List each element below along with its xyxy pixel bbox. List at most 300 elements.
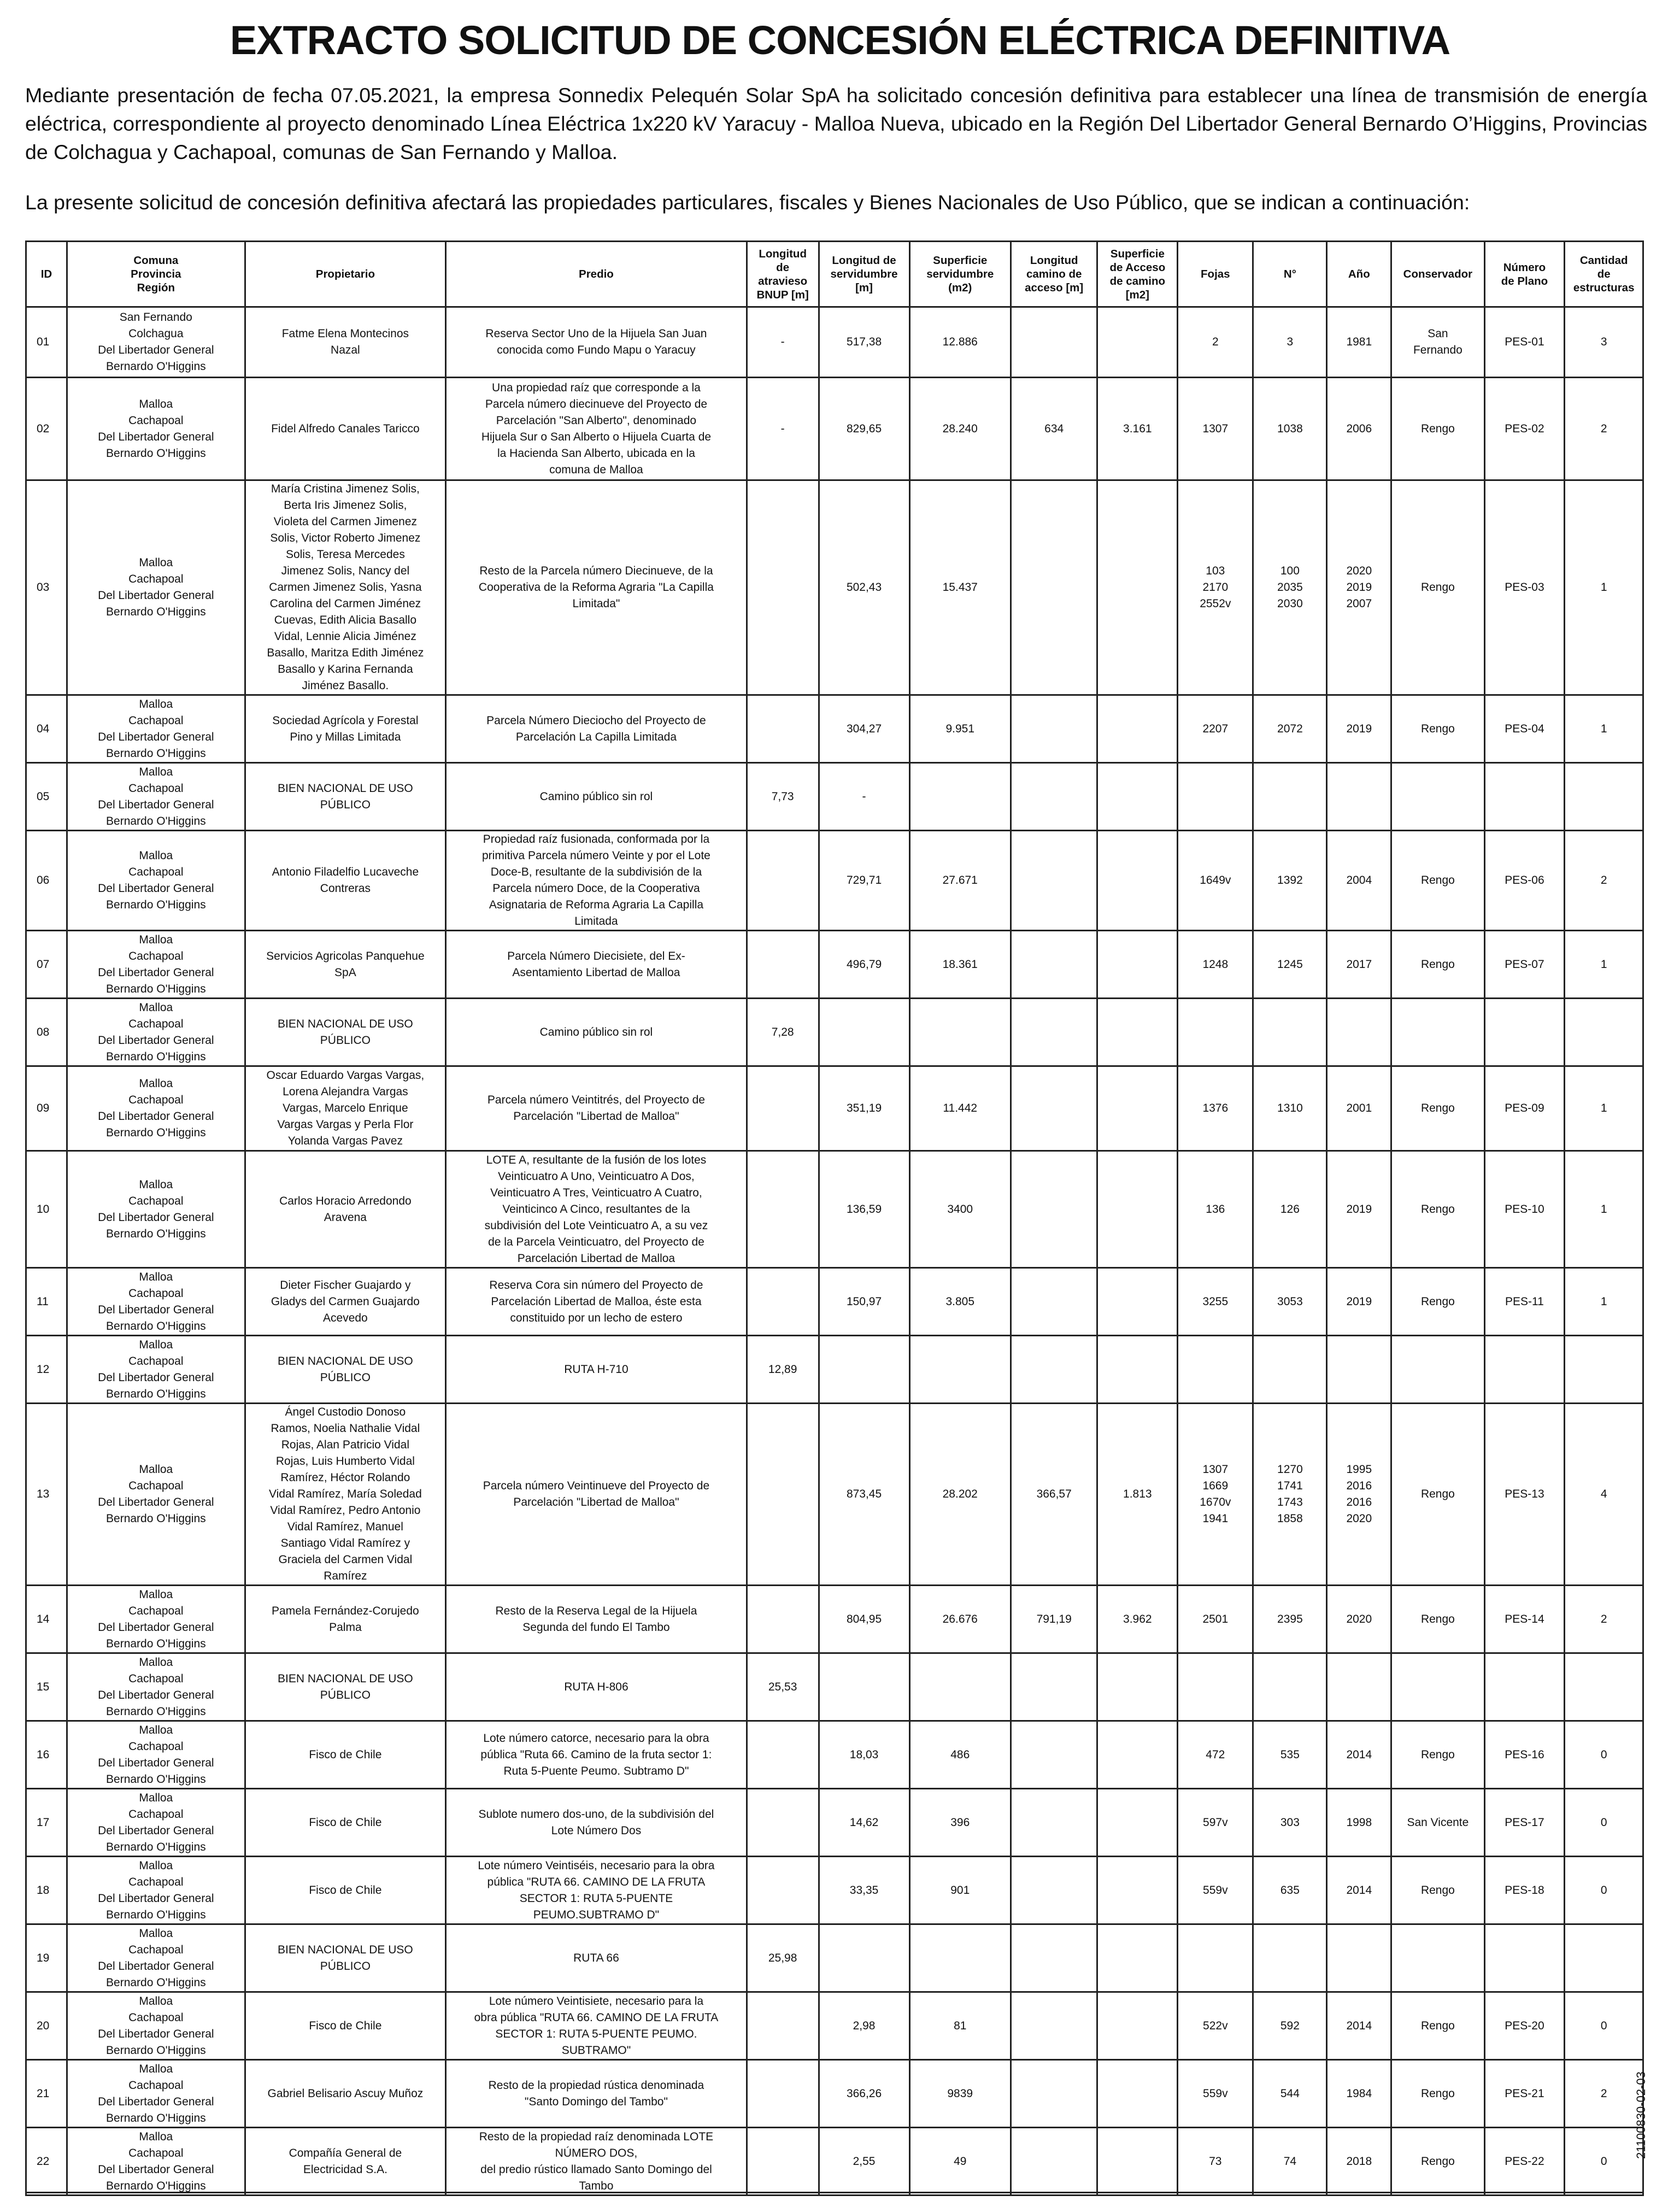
cell-superficie-servidumbre [909,1924,1011,1992]
cell-comuna: Malloa Cachapoal Del Libertador General Bernardo O'Higgins [67,1066,245,1151]
cell-id: 15 [26,1653,67,1721]
cell-propietario: BIEN NACIONAL DE USO PÚBLICO [245,1336,445,1404]
table-row [26,480,1643,695]
table-row [26,2128,1643,2196]
table-row [26,695,1643,763]
table-row [26,1404,1643,1586]
cell-longitud-camino [1011,1653,1097,1721]
cell-anio: 1998 [1327,1789,1391,1857]
header-numero: N° [1253,242,1327,307]
cell-conservador: Rengo [1391,931,1484,999]
cell-numero-plano: PES-17 [1484,1789,1565,1857]
page-title: EXTRACTO SOLICITUD DE CONCESIÓN ELÉCTRICA DEFINITIVA [230,17,1450,63]
cell-propietario: Fisco de Chile [245,1721,445,1789]
cell-anio: 1995 2016 2016 2020 [1327,1404,1391,1586]
header-predio: Predio [446,242,747,307]
cell-predio: Sublote numero dos-uno, de la subdivisión del Lote Número Dos [446,1789,747,1857]
cell-predio: RUTA 66 [446,1924,747,1992]
cell-longitud-bnup [747,2128,819,2196]
cell-superficie-camino [1097,2060,1178,2128]
cell-longitud-bnup: - [747,307,819,378]
cell-conservador [1391,1924,1484,1992]
header-propietario: Propietario [245,242,445,307]
cell-superficie-servidumbre: 26.676 [909,1586,1011,1653]
cell-fojas: 1248 [1178,931,1253,999]
cell-longitud-servidumbre: 804,95 [819,1586,909,1653]
header-numero-plano: Número de Plano [1484,242,1565,307]
cell-superficie-servidumbre: 486 [909,1721,1011,1789]
cell-comuna: Malloa Cachapoal Del Libertador General Bernardo O'Higgins [67,480,245,695]
cell-id: 16 [26,1721,67,1789]
cell-longitud-camino [1011,999,1097,1066]
cell-id: 14 [26,1586,67,1653]
cell-longitud-servidumbre: 33,35 [819,1857,909,1924]
cell-comuna: Malloa Cachapoal Del Libertador General Bernardo O'Higgins [67,1992,245,2060]
cell-predio: Reserva Cora sin número del Proyecto de Parcelación Libertad de Malloa, éste esta constituido por un lecho de estero [446,1268,747,1336]
table-row [26,378,1643,480]
cell-superficie-servidumbre: 27.671 [909,831,1011,931]
cell-conservador: Rengo [1391,1066,1484,1151]
cell-anio: 2014 [1327,1992,1391,2060]
cell-numero-plano: PES-14 [1484,1586,1565,1653]
cell-comuna: Malloa Cachapoal Del Libertador General Bernardo O'Higgins [67,2128,245,2196]
cell-numero: 126 [1253,1151,1327,1268]
cell-anio [1327,1653,1391,1721]
cell-superficie-servidumbre [909,763,1011,831]
table-row [26,1789,1643,1857]
cell-fojas: 73 [1178,2128,1253,2196]
cell-longitud-camino [1011,763,1097,831]
cell-numero-plano: PES-03 [1484,480,1565,695]
cell-superficie-servidumbre [909,1336,1011,1404]
affected-properties-paragraph: La presente solicitud de concesión definitiva afectará las propiedades particulares, fiscales y Bienes Nacionales de Uso Público, que se indican a continuación: [25,191,1470,214]
cell-longitud-camino: 634 [1011,378,1097,480]
cell-cantidad-estructuras: 1 [1565,1268,1643,1336]
cell-conservador: San Vicente [1391,1789,1484,1857]
cell-longitud-servidumbre: 517,38 [819,307,909,378]
cell-numero: 74 [1253,2128,1327,2196]
cell-predio: RUTA H-710 [446,1336,747,1404]
cell-longitud-bnup [747,1066,819,1151]
cell-numero: 2395 [1253,1586,1327,1653]
cell-anio: 1981 [1327,307,1391,378]
cell-comuna: Malloa Cachapoal Del Libertador General Bernardo O'Higgins [67,1404,245,1586]
cell-fojas [1178,1336,1253,1404]
cell-conservador [1391,763,1484,831]
cell-longitud-bnup: - [747,378,819,480]
cell-numero: 1270 1741 1743 1858 [1253,1404,1327,1586]
cell-superficie-servidumbre: 28.202 [909,1404,1011,1586]
cell-longitud-camino [1011,480,1097,695]
header-longitud-servidumbre: Longitud de servidumbre [m] [819,242,909,307]
cell-conservador: Rengo [1391,695,1484,763]
cell-fojas [1178,763,1253,831]
cell-anio [1327,999,1391,1066]
cell-numero [1253,1336,1327,1404]
cell-propietario: Fidel Alfredo Canales Taricco [245,378,445,480]
cell-longitud-camino [1011,307,1097,378]
cell-anio: 1984 [1327,2060,1391,2128]
cell-cantidad-estructuras: 0 [1565,1721,1643,1789]
cell-numero: 1245 [1253,931,1327,999]
cell-id: 01 [26,307,67,378]
cell-numero: 3 [1253,307,1327,378]
cell-conservador: Rengo [1391,1404,1484,1586]
cell-comuna: Malloa Cachapoal Del Libertador General Bernardo O'Higgins [67,378,245,480]
cell-conservador: Rengo [1391,378,1484,480]
table-row [26,831,1643,931]
cell-anio: 2020 [1327,1586,1391,1653]
cell-predio: Parcela Número Dieciocho del Proyecto de Parcelación La Capilla Limitada [446,695,747,763]
cell-superficie-camino [1097,931,1178,999]
cell-longitud-servidumbre: 873,45 [819,1404,909,1586]
cell-propietario: Antonio Filadelfio Lucaveche Contreras [245,831,445,931]
cell-cantidad-estructuras: 0 [1565,1789,1643,1857]
cell-cantidad-estructuras: 0 [1565,1857,1643,1924]
cell-longitud-servidumbre [819,999,909,1066]
cell-numero: 303 [1253,1789,1327,1857]
cell-fojas: 2 [1178,307,1253,378]
publication-reference: 21100830-02-03 [1634,2071,1648,2159]
cell-id: 08 [26,999,67,1066]
cell-conservador [1391,1336,1484,1404]
table-row [26,1857,1643,1924]
cell-cantidad-estructuras [1565,763,1643,831]
header-superficie-camino: Superficie de Acceso de camino [m2] [1097,242,1178,307]
cell-superficie-servidumbre: 9.951 [909,695,1011,763]
cell-comuna: Malloa Cachapoal Del Libertador General Bernardo O'Higgins [67,931,245,999]
cell-longitud-camino [1011,1924,1097,1992]
cell-numero-plano: PES-11 [1484,1268,1565,1336]
cell-numero-plano [1484,999,1565,1066]
header-fojas: Fojas [1178,242,1253,307]
cell-fojas: 559v [1178,2060,1253,2128]
cell-conservador: Rengo [1391,2128,1484,2196]
cell-longitud-servidumbre [819,1653,909,1721]
cell-superficie-servidumbre: 15.437 [909,480,1011,695]
cell-propietario: Fisco de Chile [245,1789,445,1857]
cell-comuna: Malloa Cachapoal Del Libertador General Bernardo O'Higgins [67,999,245,1066]
cell-numero: 1038 [1253,378,1327,480]
cell-numero-plano: PES-04 [1484,695,1565,763]
cell-predio: Resto de la propiedad rústica denominada "Santo Domingo del Tambo" [446,2060,747,2128]
cell-propietario: BIEN NACIONAL DE USO PÚBLICO [245,763,445,831]
cell-longitud-bnup [747,1992,819,2060]
cell-longitud-bnup: 25,53 [747,1653,819,1721]
cell-numero-plano: PES-20 [1484,1992,1565,2060]
cell-propietario: Oscar Eduardo Vargas Vargas, Lorena Alejandra Vargas Vargas, Marcelo Enrique Vargas Vargas y Perla Flor Yolanda Vargas Pavez [245,1066,445,1151]
cell-fojas: 1307 1669 1670v 1941 [1178,1404,1253,1586]
cell-anio: 2019 [1327,695,1391,763]
cell-superficie-camino [1097,1992,1178,2060]
cell-propietario: BIEN NACIONAL DE USO PÚBLICO [245,999,445,1066]
cell-longitud-servidumbre: 366,26 [819,2060,909,2128]
table-row [26,1336,1643,1404]
cell-numero-plano [1484,1653,1565,1721]
cell-superficie-camino [1097,1066,1178,1151]
cell-id: 18 [26,1857,67,1924]
cell-numero [1253,1924,1327,1992]
cell-longitud-bnup: 7,28 [747,999,819,1066]
cell-longitud-camino [1011,1336,1097,1404]
table-row [26,1151,1643,1268]
cell-propietario: Pamela Fernández-Corujedo Palma [245,1586,445,1653]
cell-longitud-camino [1011,931,1097,999]
cell-superficie-camino: 1.813 [1097,1404,1178,1586]
cell-numero: 1310 [1253,1066,1327,1151]
cell-numero: 592 [1253,1992,1327,2060]
cell-superficie-camino [1097,1789,1178,1857]
cell-comuna: Malloa Cachapoal Del Libertador General Bernardo O'Higgins [67,1653,245,1721]
cell-longitud-camino [1011,2128,1097,2196]
cell-longitud-servidumbre: 14,62 [819,1789,909,1857]
cell-comuna: Malloa Cachapoal Del Libertador General Bernardo O'Higgins [67,695,245,763]
cell-id: 11 [26,1268,67,1336]
cell-superficie-camino [1097,1857,1178,1924]
cell-predio: Parcela Número Diecisiete, del Ex- Asentamiento Libertad de Malloa [446,931,747,999]
cell-longitud-servidumbre: 351,19 [819,1066,909,1151]
cell-predio: Resto de la propiedad raíz denominada LOTE NÚMERO DOS, del predio rústico llamado Santo Domingo del Tambo [446,2128,747,2196]
cell-longitud-camino [1011,1066,1097,1151]
cell-anio: 2014 [1327,1857,1391,1924]
cell-comuna: Malloa Cachapoal Del Libertador General Bernardo O'Higgins [67,1789,245,1857]
cell-propietario: BIEN NACIONAL DE USO PÚBLICO [245,1653,445,1721]
cell-longitud-servidumbre: 150,97 [819,1268,909,1336]
cell-longitud-servidumbre: 829,65 [819,378,909,480]
cell-superficie-servidumbre: 28.240 [909,378,1011,480]
cell-longitud-servidumbre: 502,43 [819,480,909,695]
cell-propietario: Gabriel Belisario Ascuy Muñoz [245,2060,445,2128]
table-row [26,1992,1643,2060]
cell-anio: 2001 [1327,1066,1391,1151]
cell-comuna: Malloa Cachapoal Del Libertador General Bernardo O'Higgins [67,1586,245,1653]
cell-fojas [1178,999,1253,1066]
cell-numero-plano [1484,1336,1565,1404]
cell-superficie-camino [1097,1653,1178,1721]
cell-longitud-servidumbre: - [819,763,909,831]
cell-conservador: Rengo [1391,2060,1484,2128]
cell-fojas: 2207 [1178,695,1253,763]
cell-conservador: Rengo [1391,1721,1484,1789]
cell-predio: Camino público sin rol [446,999,747,1066]
cell-anio: 2017 [1327,931,1391,999]
cell-numero: 2072 [1253,695,1327,763]
cell-longitud-camino [1011,1151,1097,1268]
cell-conservador: Rengo [1391,1857,1484,1924]
properties-table [25,240,1644,2196]
cell-cantidad-estructuras: 1 [1565,480,1643,695]
cell-id: 20 [26,1992,67,2060]
cell-id: 12 [26,1336,67,1404]
cell-cantidad-estructuras [1565,1336,1643,1404]
cell-longitud-bnup [747,931,819,999]
cell-superficie-servidumbre [909,999,1011,1066]
header-longitud-bnup: Longitud de atravieso BNUP [m] [747,242,819,307]
bottom-rule [25,2192,1644,2193]
cell-id: 05 [26,763,67,831]
cell-longitud-bnup [747,1789,819,1857]
cell-id: 17 [26,1789,67,1857]
table-row [26,1721,1643,1789]
cell-longitud-camino [1011,1992,1097,2060]
cell-longitud-camino [1011,1789,1097,1857]
cell-propietario: Compañía General de Electricidad S.A. [245,2128,445,2196]
cell-superficie-servidumbre: 3.805 [909,1268,1011,1336]
cell-cantidad-estructuras: 2 [1565,378,1643,480]
cell-numero: 3053 [1253,1268,1327,1336]
cell-numero-plano [1484,763,1565,831]
cell-conservador: Rengo [1391,1151,1484,1268]
table-row [26,763,1643,831]
cell-fojas [1178,1924,1253,1992]
cell-longitud-servidumbre: 2,98 [819,1992,909,2060]
cell-superficie-servidumbre: 396 [909,1789,1011,1857]
cell-conservador [1391,999,1484,1066]
cell-numero-plano: PES-13 [1484,1404,1565,1586]
header-conservador: Conservador [1391,242,1484,307]
cell-cantidad-estructuras: 2 [1565,831,1643,931]
cell-conservador [1391,1653,1484,1721]
cell-predio: Lote número Veintiséis, necesario para la obra pública "RUTA 66. CAMINO DE LA FRUTA SECTOR 1: RUTA 5-PUENTE PEUMO.SUBTRAMO D" [446,1857,747,1924]
cell-longitud-bnup [747,1586,819,1653]
cell-numero [1253,1653,1327,1721]
cell-predio: Parcela número Veintinueve del Proyecto de Parcelación "Libertad de Malloa" [446,1404,747,1586]
cell-cantidad-estructuras: 1 [1565,695,1643,763]
cell-numero: 100 2035 2030 [1253,480,1327,695]
cell-longitud-bnup [747,1857,819,1924]
cell-longitud-camino: 791,19 [1011,1586,1097,1653]
cell-anio: 2004 [1327,831,1391,931]
cell-longitud-camino [1011,1721,1097,1789]
cell-superficie-camino [1097,695,1178,763]
table-row [26,999,1643,1066]
cell-propietario: Servicios Agricolas Panquehue SpA [245,931,445,999]
cell-id: 13 [26,1404,67,1586]
cell-longitud-bnup: 12,89 [747,1336,819,1404]
cell-conservador: Rengo [1391,1992,1484,2060]
cell-anio: 2019 [1327,1268,1391,1336]
cell-propietario: María Cristina Jimenez Solis, Berta Iris Jimenez Solis, Violeta del Carmen Jimenez Solis, Victor Roberto Jimenez Solis, Teresa Mercedes Jimenez Solis, Nancy del Carmen Jimenez Solis, Yasna Carolina del Carmen Jiménez Cuevas, Edith Alicia Basallo Vidal, Lennie Alicia Jiménez Basallo, Maritza Edith Jiménez Basallo y Karina Fernanda Jiménez Basallo. [245,480,445,695]
cell-id: 22 [26,2128,67,2196]
cell-comuna: Malloa Cachapoal Del Libertador General Bernardo O'Higgins [67,1268,245,1336]
cell-propietario: Dieter Fischer Guajardo y Gladys del Carmen Guajardo Acevedo [245,1268,445,1336]
cell-superficie-camino [1097,831,1178,931]
cell-id: 21 [26,2060,67,2128]
cell-superficie-servidumbre: 49 [909,2128,1011,2196]
cell-anio: 2019 [1327,1151,1391,1268]
cell-cantidad-estructuras: 0 [1565,1992,1643,2060]
cell-predio: Una propiedad raíz que corresponde a la Parcela número diecinueve del Proyecto de Parcelación "San Alberto", denominado Hijuela Sur o San Alberto o Hijuela Cuarta de la Hacienda San Alberto, ubicada en la comuna de Malloa [446,378,747,480]
cell-longitud-bnup: 25,98 [747,1924,819,1992]
cell-superficie-servidumbre: 81 [909,1992,1011,2060]
cell-predio: Camino público sin rol [446,763,747,831]
cell-fojas: 103 2170 2552v [1178,480,1253,695]
cell-numero-plano: PES-22 [1484,2128,1565,2196]
cell-fojas: 1649v [1178,831,1253,931]
cell-comuna: Malloa Cachapoal Del Libertador General Bernardo O'Higgins [67,2060,245,2128]
cell-cantidad-estructuras [1565,999,1643,1066]
table-header-row [26,242,1643,307]
cell-longitud-bnup [747,2060,819,2128]
cell-predio: Propiedad raíz fusionada, conformada por la primitiva Parcela número Veinte y por el Lote Doce-B, resultante de la subdivisión de la Parcela número Doce, de la Cooperativa Asignataria de Reforma Agraria La Capilla Limitada [446,831,747,931]
cell-superficie-camino [1097,763,1178,831]
cell-cantidad-estructuras: 2 [1565,2060,1643,2128]
cell-longitud-servidumbre: 496,79 [819,931,909,999]
cell-numero-plano: PES-18 [1484,1857,1565,1924]
cell-superficie-camino [1097,480,1178,695]
cell-superficie-servidumbre: 9839 [909,2060,1011,2128]
cell-superficie-camino [1097,1336,1178,1404]
cell-cantidad-estructuras [1565,1924,1643,1992]
cell-comuna: Malloa Cachapoal Del Libertador General Bernardo O'Higgins [67,1336,245,1404]
cell-id: 02 [26,378,67,480]
cell-superficie-camino [1097,999,1178,1066]
cell-id: 07 [26,931,67,999]
cell-fojas: 3255 [1178,1268,1253,1336]
cell-longitud-servidumbre: 136,59 [819,1151,909,1268]
cell-fojas: 559v [1178,1857,1253,1924]
cell-longitud-bnup [747,695,819,763]
cell-predio: Lote número catorce, necesario para la obra pública "Ruta 66. Camino de la fruta sector 1: Ruta 5-Puente Peumo. Subtramo D" [446,1721,747,1789]
table-row [26,2060,1643,2128]
cell-superficie-camino [1097,307,1178,378]
header-anio: Año [1327,242,1391,307]
cell-numero-plano: PES-01 [1484,307,1565,378]
header-cantidad-estructuras: Cantidad de estructuras [1565,242,1643,307]
cell-numero-plano [1484,1924,1565,1992]
cell-anio [1327,1336,1391,1404]
cell-id: 19 [26,1924,67,1992]
cell-anio: 2020 2019 2007 [1327,480,1391,695]
cell-longitud-bnup: 7,73 [747,763,819,831]
cell-cantidad-estructuras: 4 [1565,1404,1643,1586]
cell-fojas [1178,1653,1253,1721]
cell-predio: LOTE A, resultante de la fusión de los lotes Veinticuatro A Uno, Veinticuatro A Dos, Veinticuatro A Tres, Veinticuatro A Cuatro, Veinticinco A Cinco, resultantes de la subdivisión del Lote Veinticuatro A, a su vez de la Parcela Veinticuatro, del Proyecto de Parcelación Libertad de Malloa [446,1151,747,1268]
table-row [26,307,1643,378]
cell-superficie-camino: 3.161 [1097,378,1178,480]
cell-id: 09 [26,1066,67,1151]
cell-conservador: Rengo [1391,480,1484,695]
cell-numero: 635 [1253,1857,1327,1924]
cell-longitud-servidumbre [819,1924,909,1992]
cell-longitud-servidumbre [819,1336,909,1404]
cell-cantidad-estructuras: 3 [1565,307,1643,378]
cell-superficie-servidumbre [909,1653,1011,1721]
cell-numero-plano: PES-02 [1484,378,1565,480]
cell-longitud-camino: 366,57 [1011,1404,1097,1586]
table-row [26,1586,1643,1653]
cell-superficie-servidumbre: 12.886 [909,307,1011,378]
cell-superficie-camino [1097,2128,1178,2196]
cell-fojas: 522v [1178,1992,1253,2060]
cell-superficie-camino [1097,1151,1178,1268]
cell-id: 04 [26,695,67,763]
cell-superficie-servidumbre: 901 [909,1857,1011,1924]
cell-conservador: Rengo [1391,831,1484,931]
cell-numero-plano: PES-09 [1484,1066,1565,1151]
cell-superficie-camino [1097,1924,1178,1992]
cell-propietario: Fisco de Chile [245,1992,445,2060]
cell-predio: Lote número Veintisiete, necesario para la obra pública "RUTA 66. CAMINO DE LA FRUTA SECTOR 1: RUTA 5-PUENTE PEUMO. SUBTRAMO" [446,1992,747,2060]
cell-predio: RUTA H-806 [446,1653,747,1721]
cell-superficie-servidumbre: 11.442 [909,1066,1011,1151]
header-longitud-camino: Longitud camino de acceso [m] [1011,242,1097,307]
cell-longitud-camino [1011,1857,1097,1924]
cell-fojas: 1307 [1178,378,1253,480]
cell-propietario: BIEN NACIONAL DE USO PÚBLICO [245,1924,445,1992]
cell-numero-plano: PES-21 [1484,2060,1565,2128]
intro-paragraph: Mediante presentación de fecha 07.05.2021, la empresa Sonnedix Pelequén Solar SpA ha solicitado concesión definitiva para establecer una línea de transmisión de energía eléctrica, correspondiente al proyecto denominado Línea Eléctrica 1x220 kV Yaracuy - Malloa Nueva, ubicado en la Región Del Libertador General Bernardo O’Higgins, Provincias de Colchagua y Cachapoal, comunas de San Fernando y Malloa. [25,84,1647,163]
